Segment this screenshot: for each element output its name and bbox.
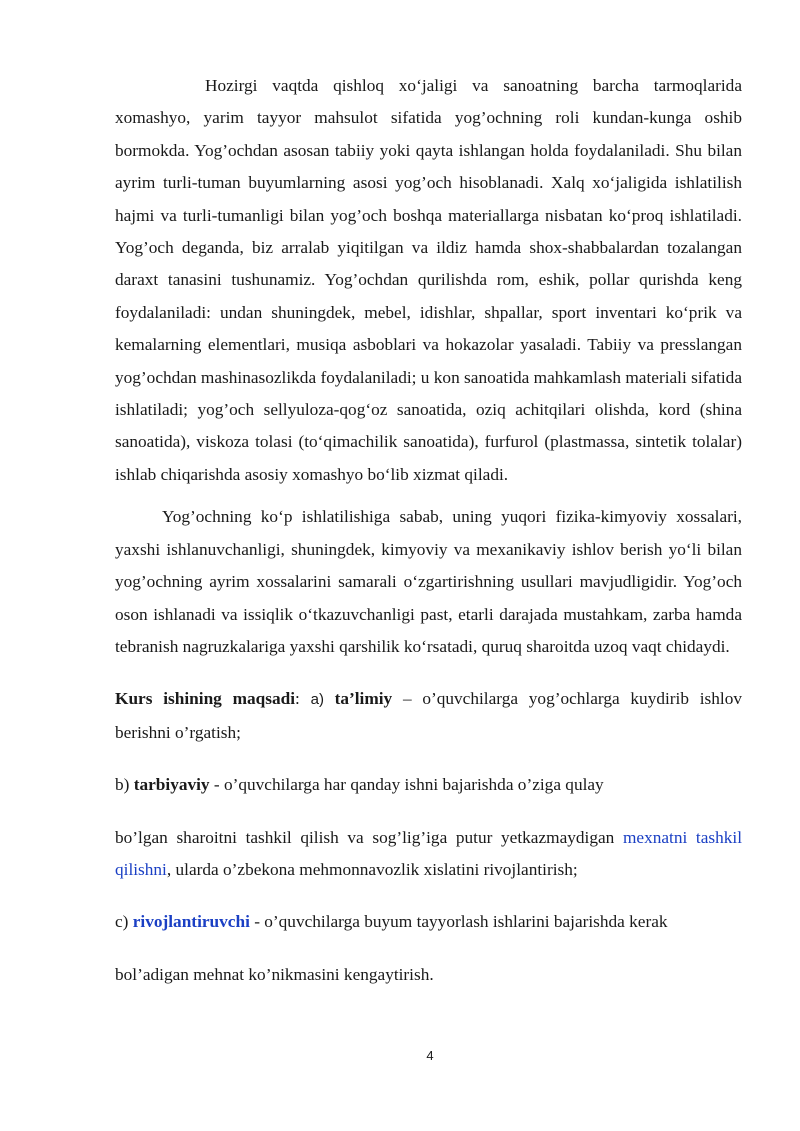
aim-rivojlantiruvchi <box>115 906 742 938</box>
aim-rivojlantiruvchi-text: - o’quvchilarga buyum tayyorlash ishlarini bajarishda kerak <box>249 912 668 932</box>
paragraph-intro: Hozirgi vaqtda qishloq xo‘jaligi va sanoatning barcha tarmoqlarida xomashyo, yarim tayyor mahsulot sifatida yog’ochning roli kundan-kunga oshib bormokda. Yog’ochdan asosan tabiiy yoki qayta ishlangan holda foydalaniladi. Shu bilan ayrim turli-tuman buyumlarning asosi yog’och hisoblanadi. Xalq xo‘jaligida ishlatilish hajmi va turli-tumanligi bilan yog’och boshqa materiallarga nisbatan ko‘proq ishlatiladi. Yog’och deganda, biz arralab yiqitilgan va ildiz hamda shox-shabbalardan tozalangan daraxt tanasini tushunamiz. Yog’ochdan qurilishda rom, eshik, pollar qurishda keng foydalaniladi: undan shuningdek, mebel, idishlar, shpallar, sport inventari ko‘prik va kemalarning elementlari, musiqa asboblari va hokazolar yasaladi. Tabiiy va presslangan yog’ochdan mashinasozlikda foydalaniladi; u kon sanoatida mahkamlash materiali sifatida ishlatiladi; yog’och sellyuloza-qog‘oz sanoatida, oziq achitqilari olishda, kord (shina sanoatida), viskoza tolasi (to‘qimachilik sanoatida), furfurol (plastmassa, sintetik tolalar) ishlab chiqarishda asosiy xomashyo bo‘lib xizmat qiladi. <box>115 76 742 484</box>
aim-marker-b: b) <box>115 775 134 795</box>
sharoit-text-after: , ularda o’zbekona mehmonnavozlik xislatini rivojlantirish; <box>166 859 578 879</box>
aim-tarbiyaviy-text: - o’quvchilarga har qanday ishni bajarishda o’ziga qulay <box>209 775 604 795</box>
paragraph-reasons: Yog’ochning ko‘p ishlatilishiga sabab, uning yuqori fizika-kimyoviy xossalari, yaxshi ishlanuvchanligi, shuningdek, kimyoviy va mexanikaviy ishlov berish yo‘li bilan yog’ochning ayrim xossalarini samarali o‘zgartirishning usullari mavjudligidir. Yog’och oson ishlanadi va issiqlik o‘tkazuvchanligi past, etarli darajada mustahkam, zarba hamda tebranish nagruzkalariga yaxshi qarshilik ko‘rsatadi, quruq sharoitda uzoq vaqt chidaydi. <box>115 507 742 656</box>
course-aim <box>115 683 742 749</box>
aim-tarbiyaviy-label: tarbiyaviy <box>133 775 210 795</box>
aim-tarbiyaviy <box>115 769 742 801</box>
aim-rivojlantiruvchi-label: rivojlantiruvchi <box>132 912 250 932</box>
course-aim-label: Kurs ishining maqsadi <box>115 689 296 709</box>
aim-last-line: bol’adigan mehnat ko’nikmasini kengaytirish. <box>115 964 434 984</box>
aim-talimiy-text: – o’quvchilarga yog’ochlarga kuydirib ishlov berishni o’rgatish; <box>115 689 742 742</box>
sharoit-text-before: bo’lgan sharoitni tashkil qilish va sog’lig’iga putur yetkazmaydigan <box>115 827 623 847</box>
page-number: 4 <box>426 1048 434 1063</box>
aim-marker-c: c) <box>115 912 133 932</box>
aim-marker-a: a) <box>310 691 335 709</box>
course-aim-colon: : <box>295 689 311 709</box>
mexnat-link[interactable]: mexnatni tashkil qilishni <box>115 827 743 879</box>
document-page <box>115 70 742 991</box>
aim-talimiy-label: ta’limiy <box>334 689 393 709</box>
aim-sharoit <box>115 822 742 887</box>
